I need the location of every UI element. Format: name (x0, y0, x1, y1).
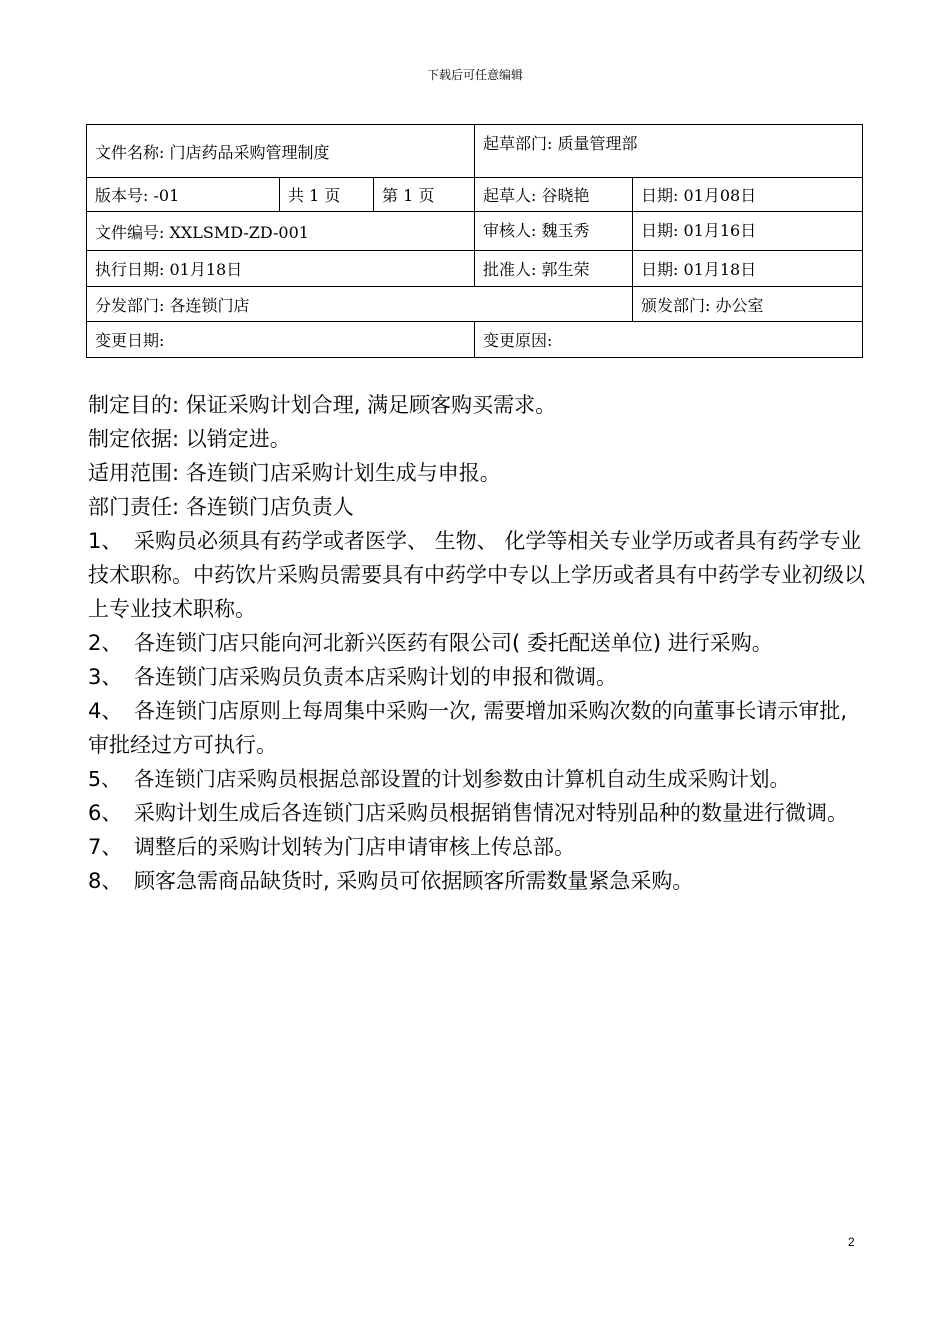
file-name-cell: 文件名称: 门店药品采购管理制度 (87, 125, 475, 178)
list-item-text: 顾客急需商品缺货时, 采购员可依据顾客所需数量紧急采购。 (134, 869, 694, 893)
list-item-number: 6、 (88, 801, 123, 825)
list-item-number: 7、 (88, 835, 123, 859)
approve-date-cell: 日期: 01月18日 (633, 251, 863, 287)
list-item-text: 各连锁门店采购员负责本店采购计划的申报和微调。 (134, 665, 617, 689)
list-item (88, 762, 873, 796)
draft-dept-cell: 起草部门: 质量管理部 (475, 125, 863, 178)
approver-cell: 批准人: 郭生荣 (475, 251, 633, 287)
scope-line: 适用范围: 各连锁门店采购计划生成与申报。 (88, 461, 501, 485)
document-info-table (86, 124, 863, 358)
list-item-number: 3、 (88, 665, 123, 689)
change-reason-cell: 变更原因: (475, 322, 863, 358)
page-index-cell: 第 1 页 (374, 178, 475, 212)
draft-date-cell: 日期: 01月08日 (633, 178, 863, 212)
list-item-text: 采购员必须具有药学或者医学、 生物、 化学等相关专业学历或者具有药学专业技术职称。中药饮片采购员需要具有中药学中专以上学历或者具有中药学专业初级以上专业技术职称。 (88, 529, 865, 621)
list-item (88, 796, 873, 830)
file-number-cell: 文件编号: XXLSMD-ZD-001 (87, 212, 475, 251)
list-item (88, 830, 873, 864)
list-item-text: 各连锁门店采购员根据总部设置的计划参数由计算机自动生成采购计划。 (134, 767, 790, 791)
reviewer-cell: 审核人: 魏玉秀 (475, 212, 633, 251)
list-item-number: 8、 (88, 869, 123, 893)
basis-line: 制定依据: 以销定进。 (88, 427, 291, 451)
list-item-text: 调整后的采购计划转为门店申请审核上传总部。 (134, 835, 575, 859)
list-item-text: 各连锁门店原则上每周集中采购一次, 需要增加采购次数的向董事长请示审批, 审批经过方可执行。 (88, 699, 848, 757)
review-date-cell: 日期: 01月16日 (633, 212, 863, 251)
list-item (88, 524, 873, 626)
exec-date-cell: 执行日期: 01月18日 (87, 251, 475, 287)
list-item-number: 4、 (88, 699, 123, 723)
list-item (88, 694, 873, 762)
list-item-number: 2、 (88, 631, 123, 655)
issue-dept-cell: 颁发部门: 办公室 (633, 287, 863, 322)
list-item (88, 626, 873, 660)
distribution-dept-cell: 分发部门: 各连锁门店 (87, 287, 633, 322)
list-item (88, 660, 873, 694)
page-number: 2 (848, 1235, 855, 1249)
list-item-text: 各连锁门店只能向河北新兴医药有限公司( 委托配送单位) 进行采购。 (134, 631, 773, 655)
responsibility-line: 部门责任: 各连锁门店负责人 (88, 495, 354, 519)
version-cell: 版本号: -01 (87, 178, 280, 212)
list-item-text: 采购计划生成后各连锁门店采购员根据销售情况对特别品种的数量进行微调。 (134, 801, 848, 825)
total-pages-cell: 共 1 页 (280, 178, 374, 212)
drafter-cell: 起草人: 谷晓艳 (475, 178, 633, 212)
list-item (88, 864, 873, 898)
list-item-number: 5、 (88, 767, 122, 791)
list-item-number: 1、 (88, 529, 123, 553)
document-body (88, 388, 873, 898)
purpose-line: 制定目的: 保证采购计划合理, 满足顾客购买需求。 (88, 393, 557, 417)
page-header-note: 下载后可任意编辑 (426, 68, 523, 82)
change-date-cell: 变更日期: (87, 322, 475, 358)
